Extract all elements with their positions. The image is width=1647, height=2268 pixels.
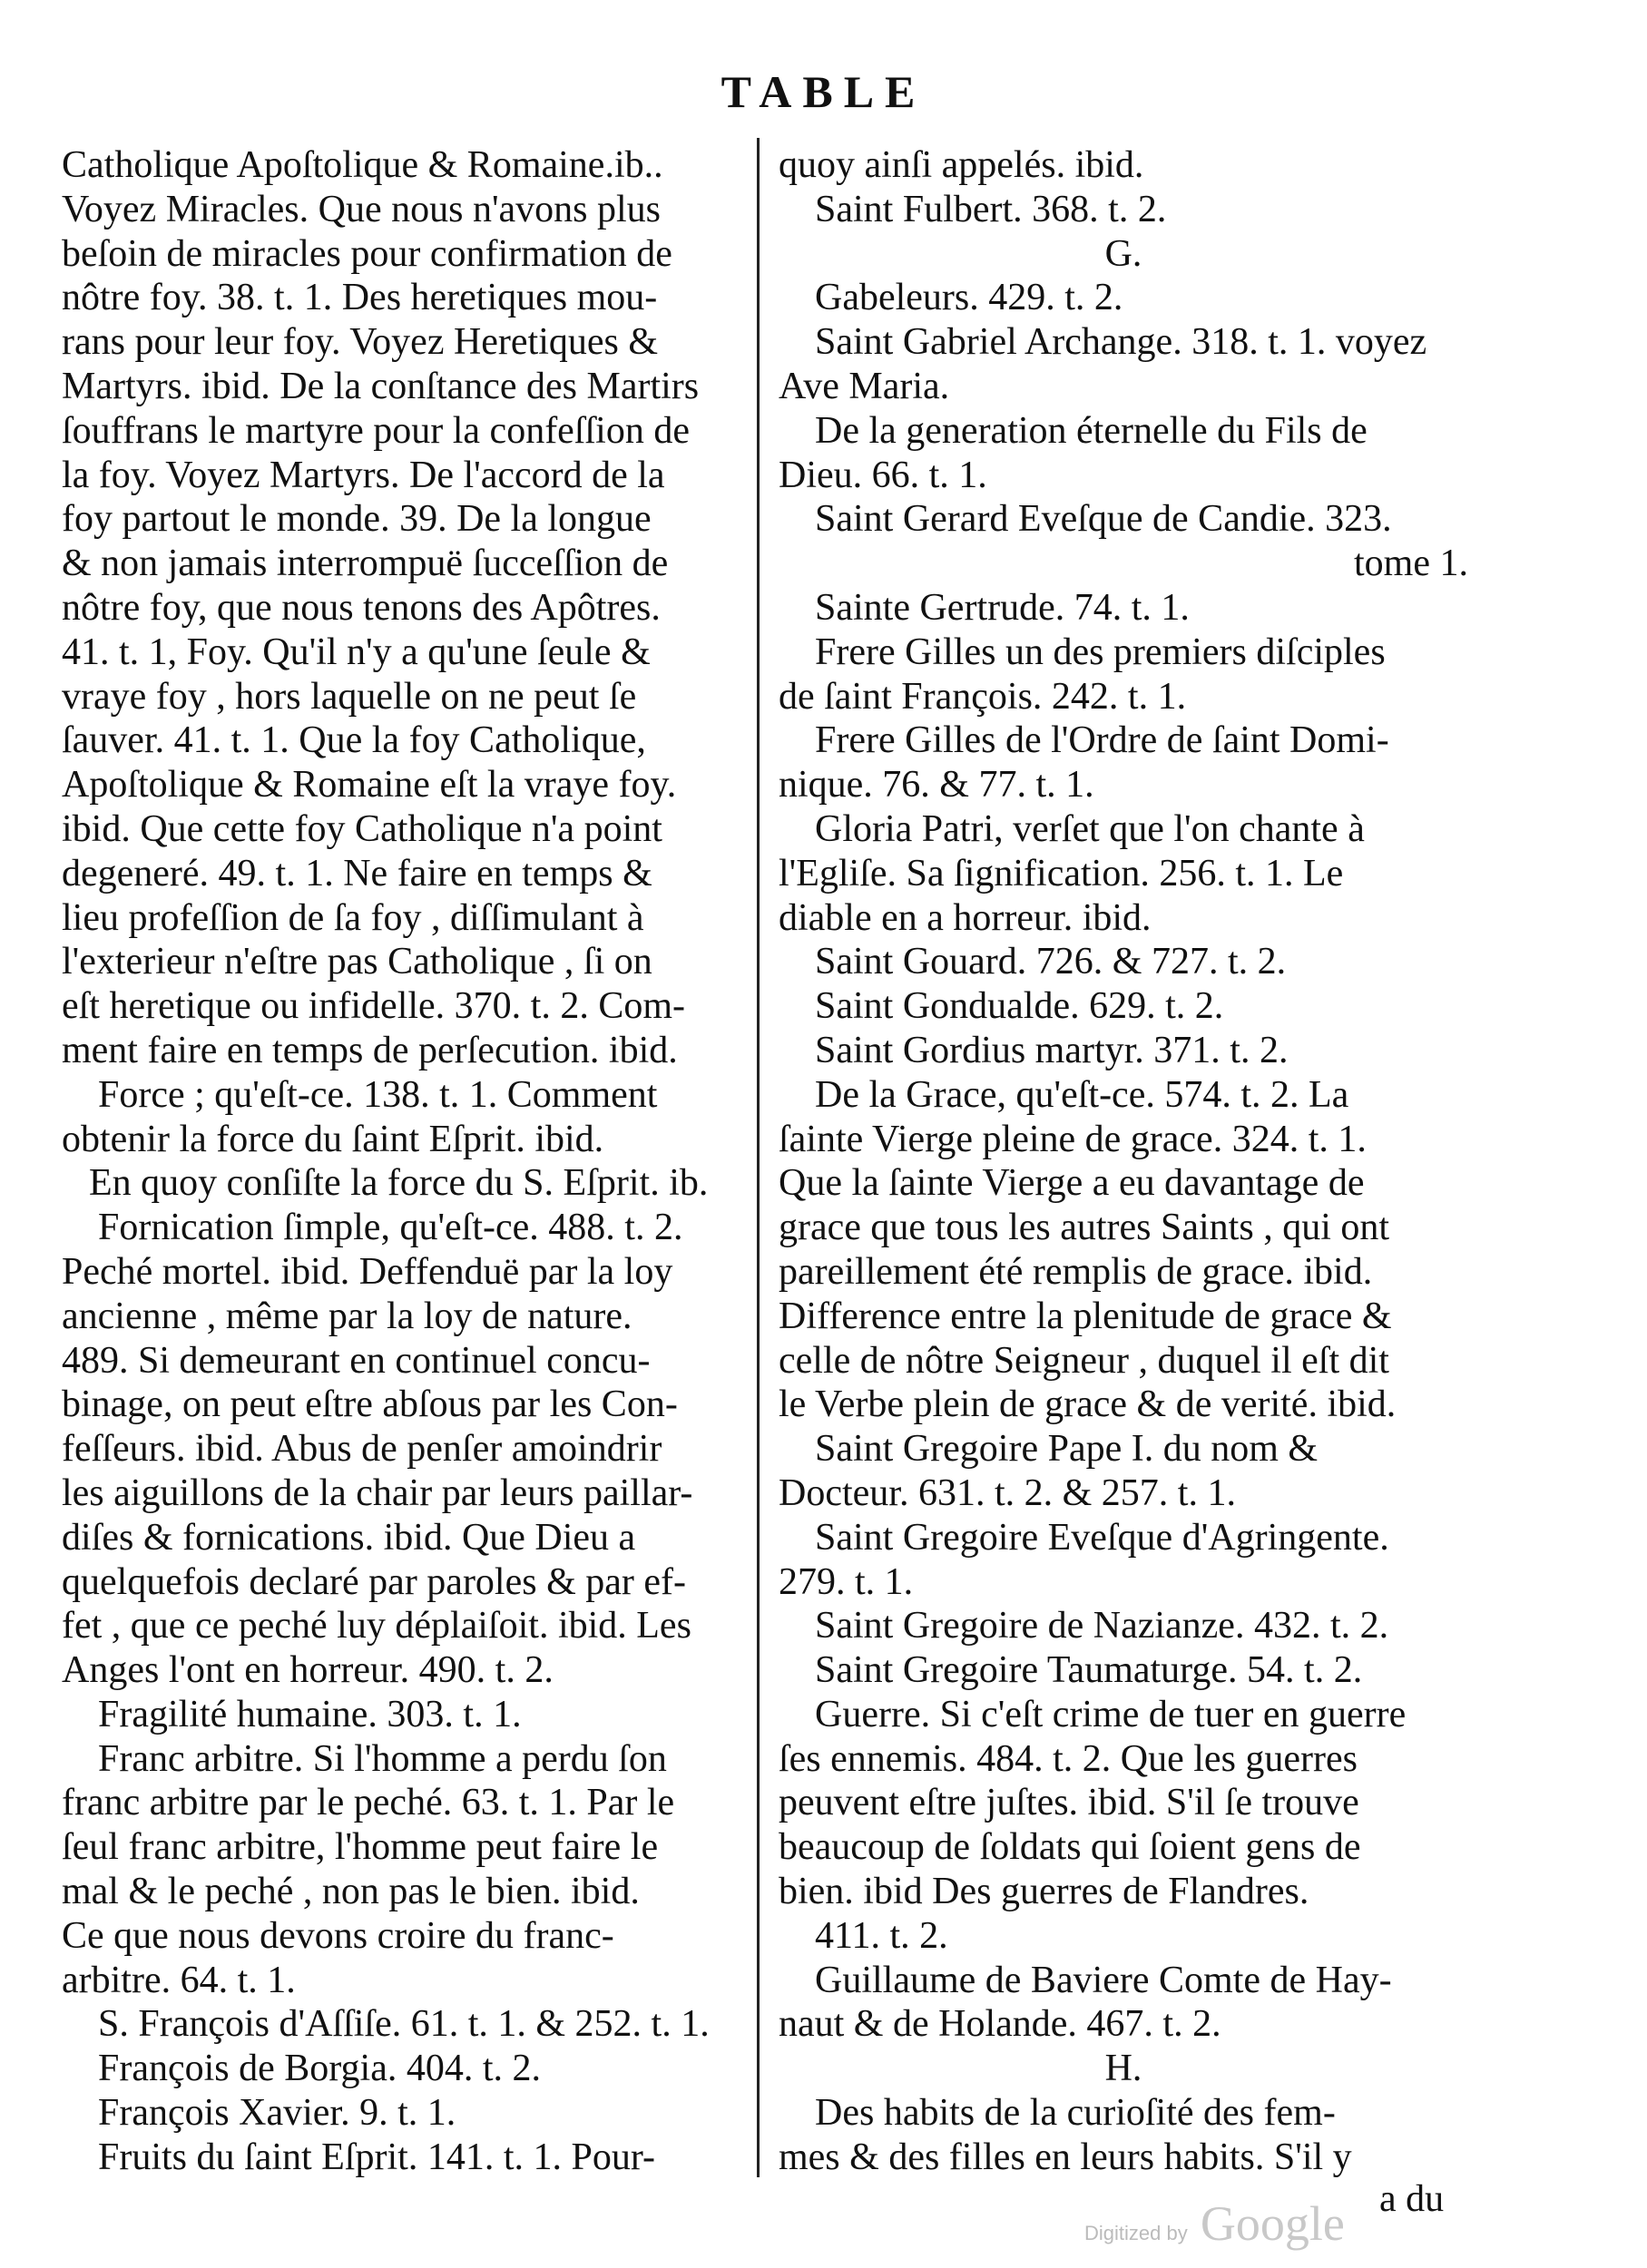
- watermark-prefix: Digitized by: [1084, 2222, 1188, 2244]
- index-line: grace que tous les autres Saints , qui ont: [779, 1207, 1390, 1249]
- index-line: peuvent eſtre juſtes. ibid. S'il ſe trouve: [779, 1782, 1359, 1824]
- index-entry: Des habits de la curioſité des fem-: [815, 2092, 1336, 2135]
- index-line: nique. 76. & 77. t. 1.: [779, 764, 1094, 807]
- index-line: ancienne , même par la loy de nature.: [62, 1295, 632, 1337]
- index-line: Que la ſainte Vierge a eu davantage de: [779, 1162, 1365, 1205]
- index-line: beſoin de miracles pour confirmation de: [62, 232, 672, 275]
- index-line: ibid. Que cette foy Catholique n'a point: [62, 807, 662, 850]
- index-line: fet , que ce peché luy déplaiſoit. ibid. Les: [62, 1605, 691, 1647]
- index-line: binage, on peut eſtre abſous par les Con-: [62, 1383, 678, 1426]
- index-line: Docteur. 631. t. 2. & 257. t. 1.: [779, 1471, 1236, 1514]
- index-line: & non jamais interrompuë ſucceſſion de: [62, 543, 669, 585]
- index-entry: Sainte Gertrude. 74. t. 1.: [815, 586, 1190, 629]
- index-line: celle de nôtre Seigneur , duquel il eſt dit: [779, 1339, 1389, 1382]
- google-logo: Google: [1200, 2196, 1345, 2251]
- index-entry: François Xavier. 9. t. 1.: [98, 2092, 456, 2135]
- index-line: de ſaint François. 242. t. 1.: [779, 675, 1187, 718]
- right-column: [779, 143, 1468, 2180]
- index-line: franc arbitre par le peché. 63. t. 1. Par le: [62, 1782, 675, 1824]
- index-entry: Saint Fulbert. 368. t. 2.: [815, 188, 1167, 230]
- index-line: ſes ennemis. 484. t. 2. Que les guerres: [779, 1737, 1358, 1780]
- index-entry: Saint Gregoire de Nazianze. 432. t. 2.: [815, 1605, 1389, 1647]
- section-letter: H.: [1104, 2048, 1142, 2090]
- index-line: obtenir la force du ſaint Eſprit. ibid.: [62, 1118, 604, 1160]
- index-entry: Saint Gregoire Eveſque d'Agringente.: [815, 1516, 1389, 1559]
- index-line: Apoſtolique & Romaine eſt la vraye foy.: [62, 764, 677, 807]
- index-line: eſt heretique ou infidelle. 370. t. 2. Com-: [62, 985, 686, 1028]
- index-line: degeneré. 49. t. 1. Ne faire en temps &: [62, 852, 652, 894]
- index-line: Anges l'ont en horreur. 490. t. 2.: [62, 1649, 554, 1692]
- index-entry: Saint Gouard. 726. & 727. t. 2.: [815, 941, 1287, 983]
- index-line: mes & des filles en leurs habits. S'il y: [779, 2136, 1352, 2178]
- index-line: diſes & fornications. ibid. Que Dieu a: [62, 1516, 636, 1559]
- index-entry: Franc arbitre. Si l'homme a perdu ſon: [98, 1737, 667, 1780]
- index-line: ſeul franc arbitre, l'homme peut faire le: [62, 1826, 659, 1869]
- index-line: 279. t. 1.: [779, 1560, 914, 1603]
- index-entry: De la Grace, qu'eſt-ce. 574. t. 2. La: [815, 1073, 1349, 1116]
- index-line: vraye foy , hors laquelle on ne peut ſe: [62, 675, 637, 718]
- index-line: nôtre foy. 38. t. 1. Des heretiques mou-: [62, 277, 658, 319]
- index-line: feſſeurs. ibid. Abus de penſer amoindrir: [62, 1428, 662, 1471]
- index-entry: Guillaume de Baviere Comte de Hay-: [815, 1959, 1392, 2001]
- index-line: beaucoup de ſoldats qui ſoient gens de: [779, 1826, 1361, 1869]
- index-line: Peché mortel. ibid. Deffenduë par la loy: [62, 1250, 673, 1293]
- index-entry: Frere Gilles un des premiers diſciples: [815, 631, 1386, 673]
- index-entry: Saint Gondualde. 629. t. 2.: [815, 985, 1224, 1028]
- index-line: arbitre. 64. t. 1.: [62, 1959, 296, 2001]
- index-line: nôtre foy, que nous tenons des Apôtres.: [62, 586, 661, 629]
- index-line: diable en a horreur. ibid.: [779, 896, 1152, 939]
- index-line: naut & de Holande. 467. t. 2.: [779, 2003, 1221, 2046]
- index-entry: Saint Gregoire Taumaturge. 54. t. 2.: [815, 1649, 1363, 1692]
- index-line: Dieu. 66. t. 1.: [779, 454, 987, 496]
- index-entry: Saint Gregoire Pape I. du nom &: [815, 1428, 1319, 1471]
- index-entry: 411. t. 2.: [815, 1914, 948, 1957]
- index-entry: S. François d'Aſſiſe. 61. t. 1. & 252. t. 1.: [98, 2003, 710, 2046]
- index-line: l'Egliſe. Sa ſignification. 256. t. 1. Le: [779, 852, 1344, 894]
- index-line: Ave Maria.: [779, 365, 950, 407]
- index-line: Voyez Miracles. Que nous n'avons plus: [62, 188, 662, 230]
- index-line: ſainte Vierge pleine de grace. 324. t. 1.: [779, 1118, 1367, 1160]
- index-line: lieu profeſſion de ſa foy , diſſimulant à: [62, 896, 644, 939]
- index-entry: Force ; qu'eſt-ce. 138. t. 1. Comment: [98, 1073, 658, 1116]
- index-line: quelquefois declaré par paroles & par ef-: [62, 1560, 686, 1603]
- index-line: foy partout le monde. 39. De la longue: [62, 498, 652, 541]
- index-line: ſouffrans le martyre pour la confeſſion de: [62, 409, 690, 452]
- index-line: les aiguillons de la chair par leurs paillar-: [62, 1471, 693, 1514]
- index-line: la foy. Voyez Martyrs. De l'accord de la: [62, 454, 665, 496]
- index-line: pareillement été remplis de grace. ibid.: [779, 1250, 1373, 1293]
- index-entry: En quoy conſiſte la force du S. Eſprit. ib.: [89, 1162, 709, 1205]
- index-entry: Saint Gordius martyr. 371. t. 2.: [815, 1029, 1289, 1071]
- index-line: Difference entre la plenitude de grace &: [779, 1295, 1392, 1337]
- index-entry: Guerre. Si c'eſt crime de tuer en guerre: [815, 1693, 1407, 1735]
- index-entry: Gabeleurs. 429. t. 2.: [815, 277, 1123, 319]
- index-line: 41. t. 1, Foy. Qu'il n'y a qu'une ſeule &: [62, 631, 651, 673]
- catchword: a du: [1379, 2178, 1445, 2220]
- index-entry: Frere Gilles de l'Ordre de ſaint Domi-: [815, 719, 1389, 762]
- index-entry: Fragilité humaine. 303. t. 1.: [98, 1693, 522, 1735]
- index-line: Catholique Apoſtolique & Romaine.ib..: [62, 144, 663, 186]
- index-entry: François de Borgia. 404. t. 2.: [98, 2048, 542, 2090]
- index-line: bien. ibid Des guerres de Flandres.: [779, 1871, 1309, 1913]
- column-divider: [757, 138, 760, 2177]
- index-line: ſauver. 41. t. 1. Que la foy Catholique,: [62, 719, 646, 762]
- index-line: rans pour leur foy. Voyez Heretiques &: [62, 321, 659, 364]
- index-entry: Fornication ſimple, qu'eſt-ce. 488. t. 2.: [98, 1207, 683, 1249]
- index-entry: Gloria Patri, verſet que l'on chante à: [815, 807, 1365, 850]
- index-line: quoy ainſi appelés. ibid.: [779, 144, 1144, 186]
- index-line: Ce que nous devons croire du franc-: [62, 1914, 614, 1957]
- digitization-watermark: [1084, 2195, 1345, 2252]
- page-header: TABLE: [721, 66, 926, 117]
- index-entry: Saint Gerard Eveſque de Candie. 323.: [815, 498, 1392, 541]
- index-line: le Verbe plein de grace & de verité. ibid.: [779, 1383, 1397, 1426]
- index-entry: De la generation éternelle du Fils de: [815, 409, 1368, 452]
- index-line: mal & le peché , non pas le bien. ibid.: [62, 1871, 640, 1913]
- index-entry: Fruits du ſaint Eſprit. 141. t. 1. Pour-: [98, 2136, 655, 2178]
- section-letter: G.: [1104, 232, 1142, 275]
- index-line: tome 1.: [1354, 543, 1468, 585]
- index-line: l'exterieur n'eſtre pas Catholique , ſi on: [62, 941, 652, 983]
- left-column: [62, 143, 751, 2180]
- index-line: 489. Si demeurant en continuel concu-: [62, 1339, 651, 1382]
- index-line: ment faire en temps de perſecution. ibid.: [62, 1029, 678, 1071]
- index-line: Martyrs. ibid. De la conſtance des Martirs: [62, 365, 700, 407]
- index-entry: Saint Gabriel Archange. 318. t. 1. voyez: [815, 321, 1427, 364]
